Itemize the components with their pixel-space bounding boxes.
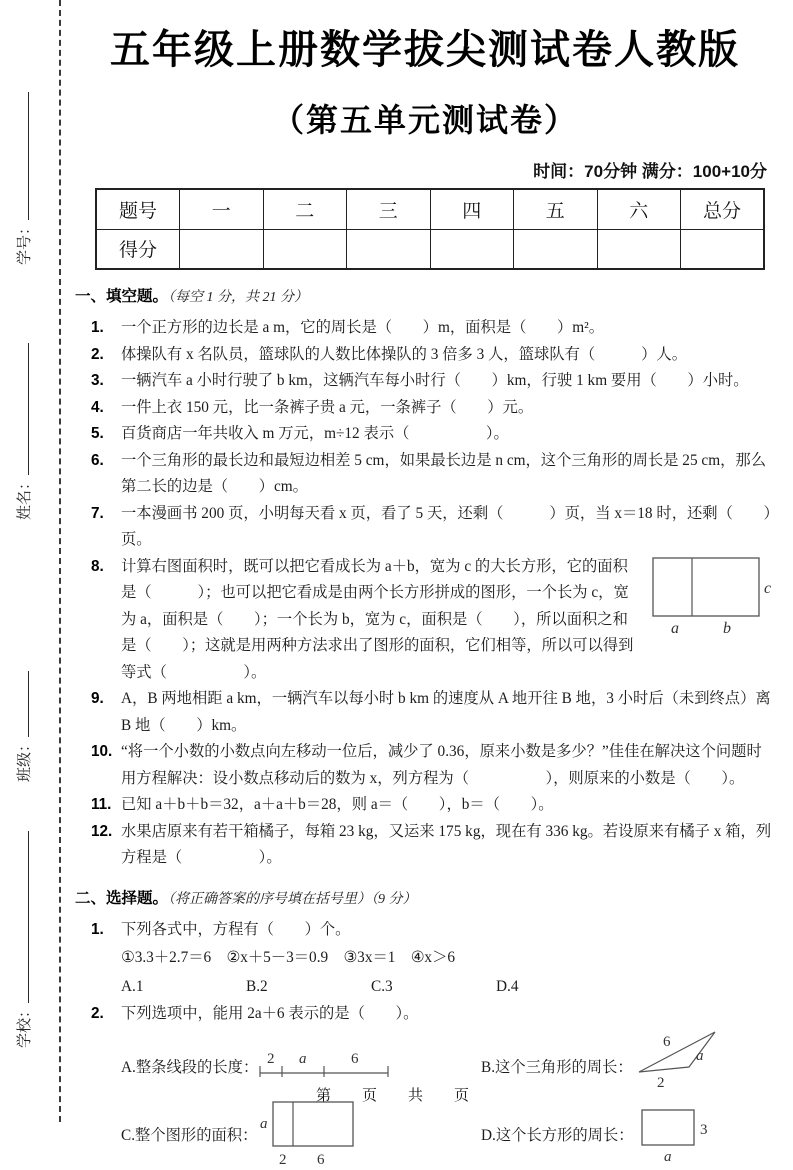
question-number: 9. [91,690,104,707]
choice-d: D.4 [496,978,519,995]
section2-title: 二、选择题。 [75,889,169,907]
section2-points-note: （将正确答案的序号填在括号里）（9 分） [168,891,417,907]
question-10 [91,739,775,792]
student-id-blank [24,92,29,220]
score-table-col: 六 [597,189,681,229]
question-9 [91,686,775,739]
class-field [13,671,37,782]
option-c-divided-rectangle [121,1098,481,1170]
question-2 [91,342,775,369]
choice-c: C.3 [371,978,393,995]
score-cell [597,229,681,269]
equation-list: ①3.3＋2.7＝6 ②x＋5－3＝0.9 ③3x＝1 ④x＞6 [121,949,456,966]
question-text: 水果店原来有若干箱橘子，每箱 23 kg，又运来 175 kg，现在有 336 kg。若设原来有橘子 x 箱，列方程是（ ）。 [121,822,772,866]
choice-question-2 [91,1001,775,1028]
triangle-diagram [633,1026,725,1090]
section2-heading [75,886,775,913]
score-table [95,188,765,270]
student-name-label: 姓名： [16,474,33,520]
q8-label-b: b [723,619,731,637]
choice-row [121,973,775,1001]
paper-title: 五年级上册数学拔尖测试卷人教版 [110,28,740,72]
page-footer: 第 页 共 页 [315,1088,477,1104]
score-cell [180,229,264,269]
option-a-segment [121,1049,481,1083]
class-blank [24,671,29,737]
question-6 [91,448,775,501]
question-text: 百货商店一年共收入 m 万元，m÷12 表示（ ）。 [121,425,509,442]
segment-label-2: 2 [267,1050,275,1067]
plain-rectangle-diagram [634,1104,720,1164]
q8-label-a: a [671,619,679,637]
score-table-col: 四 [430,189,514,229]
question-text: 一本漫画书 200 页，小明每天看 x 页，看了 5 天，还剩（ ）页，当 x＝18 时，还剩（ ）页。 [121,504,772,548]
student-id-label: 学号： [16,219,33,265]
question-1 [91,315,775,342]
question-number: 5. [91,425,104,442]
question-number: 10. [91,743,113,760]
question-number: 1. [91,920,104,938]
question-8-rectangle-diagram [647,554,775,638]
school-blank [24,831,29,1003]
question-number: 8. [91,557,104,575]
question-text: 一辆汽车 a 小时行驶了 b km，这辆汽车每小时行（ ）km，行驶 1 km 要用（ ）小时。 [121,372,749,389]
q8-label-c: c [764,579,772,597]
score-table-header-label: 题号 [96,189,180,229]
rect-c-label-6: 6 [317,1151,325,1168]
section1-title: 一、填空题。 [75,288,169,305]
question-text: “将一个小数的小数点向左移动一位后，减少了 0.36，原来小数是多少？”佳佳在解决这个问题时用方程解决：设小数点移动后的数为 x，列方程为（ ），则原来的小数是（ ）。 [121,743,762,787]
question-text: 下列各式中，方程有（ ）个。 [121,920,351,938]
paper-subtitle: （第五单元测试卷） [271,102,578,138]
question-7 [91,501,775,554]
score-cell [263,229,347,269]
question-3 [91,368,775,395]
school-label: 学校： [16,1002,33,1048]
question-text: 一件上衣 150 元，比一条裤子贵 a 元，一条裤子（ ）元。 [121,398,534,416]
score-table-col: 一 [180,189,264,229]
question-text: 一个正方形的边长是 a m，它的周长是（ ）m，面积是（ ）m²。 [121,319,605,336]
rect-c-label-a: a [260,1115,268,1132]
class-label: 班级： [16,736,33,782]
question-number: 12. [91,822,113,840]
option-b-label: B.这个三角形的周长： [481,1058,633,1076]
section1-heading [75,284,775,311]
question-text: 下列选项中，能用 2a＋6 表示的是（ ）。 [121,1005,419,1022]
triangle-label-a: a [695,1047,704,1064]
question-number: 4. [91,398,104,416]
option-c-label: C.整个图形的面积： [121,1126,258,1144]
question-number: 11. [91,796,112,813]
question-8 [91,554,775,687]
rect-c-label-2: 2 [279,1151,287,1168]
time-and-score-info: 时间：70分钟 满分：100+10分 [533,162,767,181]
rect-d-label-a: a [663,1148,672,1164]
question-11 [91,792,775,819]
segment-diagram [258,1049,390,1083]
question-number: 3. [91,372,104,389]
question-text: 已知 a＋b＋b＝32，a＋a＋b＝28，则 a＝（ ），b＝（ ）。 [121,796,554,813]
score-table-col: 二 [263,189,347,229]
question-12 [91,819,775,872]
score-cell [347,229,431,269]
option-d-rectangle [481,1104,791,1164]
rect-d-label-3: 3 [699,1121,708,1138]
choice-a: A.1 [121,978,144,995]
section1-questions [91,315,775,872]
seal-dashed-line [59,0,61,1122]
score-table-col: 三 [347,189,431,229]
question-text: 计算右图面积时，既可以把它看成长为 a＋b，宽为 c 的大长方形，它的面积是（ ）；也可以把它看成是由两个长方形拼成的图形，一个长为 c，宽为 a，面积是（ ）；一个长为 b，宽为 c，面积是（ ），所以面积之和是（ ）；这就是用两种方法求出了图形的面积，它们相等，所以可以得到等式（ ）。 [121,557,634,681]
triangle-label-6: 6 [662,1033,671,1050]
question-number: 7. [91,504,104,522]
section1-points-note: （每空 1 分，共 21 分） [168,290,309,305]
paper-body [75,18,775,1170]
score-table-col: 总分 [681,189,765,229]
score-cell [514,229,598,269]
question-text: 一个三角形的最长边和最短边相差 5 cm，如果最长边是 n cm，这个三角形的周长是 25 cm，那么第二长的边是（ ）cm。 [121,451,766,495]
segment-label-a: a [299,1050,307,1067]
student-name-field [13,343,37,520]
school-field [13,831,37,1048]
triangle-label-2: 2 [656,1074,665,1090]
choice-b: B.2 [246,978,268,995]
student-id-field [13,92,37,265]
segment-label-6: 6 [351,1050,359,1067]
score-cell [430,229,514,269]
student-name-blank [24,343,29,475]
question-number: 1. [91,319,104,336]
score-table-score-row [96,229,764,269]
question-number: 6. [91,451,104,469]
question-number: 2. [91,345,104,363]
score-table-header-row [96,189,764,229]
section2-questions [91,917,775,1170]
question-4 [91,395,775,422]
score-table-col: 五 [514,189,598,229]
divided-rectangle-diagram [257,1098,359,1170]
question-number: 2. [91,1005,104,1022]
option-a-label: A.整条线段的长度： [121,1058,259,1076]
score-row-label: 得分 [96,229,180,269]
question-text: A，B 两地相距 a km，一辆汽车以每小时 b km 的速度从 A 地开往 B 地，3 小时后（未到终点）离 B 地（ ）km。 [121,690,771,734]
choice-question-1 [91,917,775,1002]
question-5 [91,421,775,448]
option-d-label: D.这个长方形的周长： [481,1126,634,1144]
question-text: 体操队有 x 名队员，篮球队的人数比体操队的 3 倍多 3 人，篮球队有（ ）人。 [121,345,687,363]
